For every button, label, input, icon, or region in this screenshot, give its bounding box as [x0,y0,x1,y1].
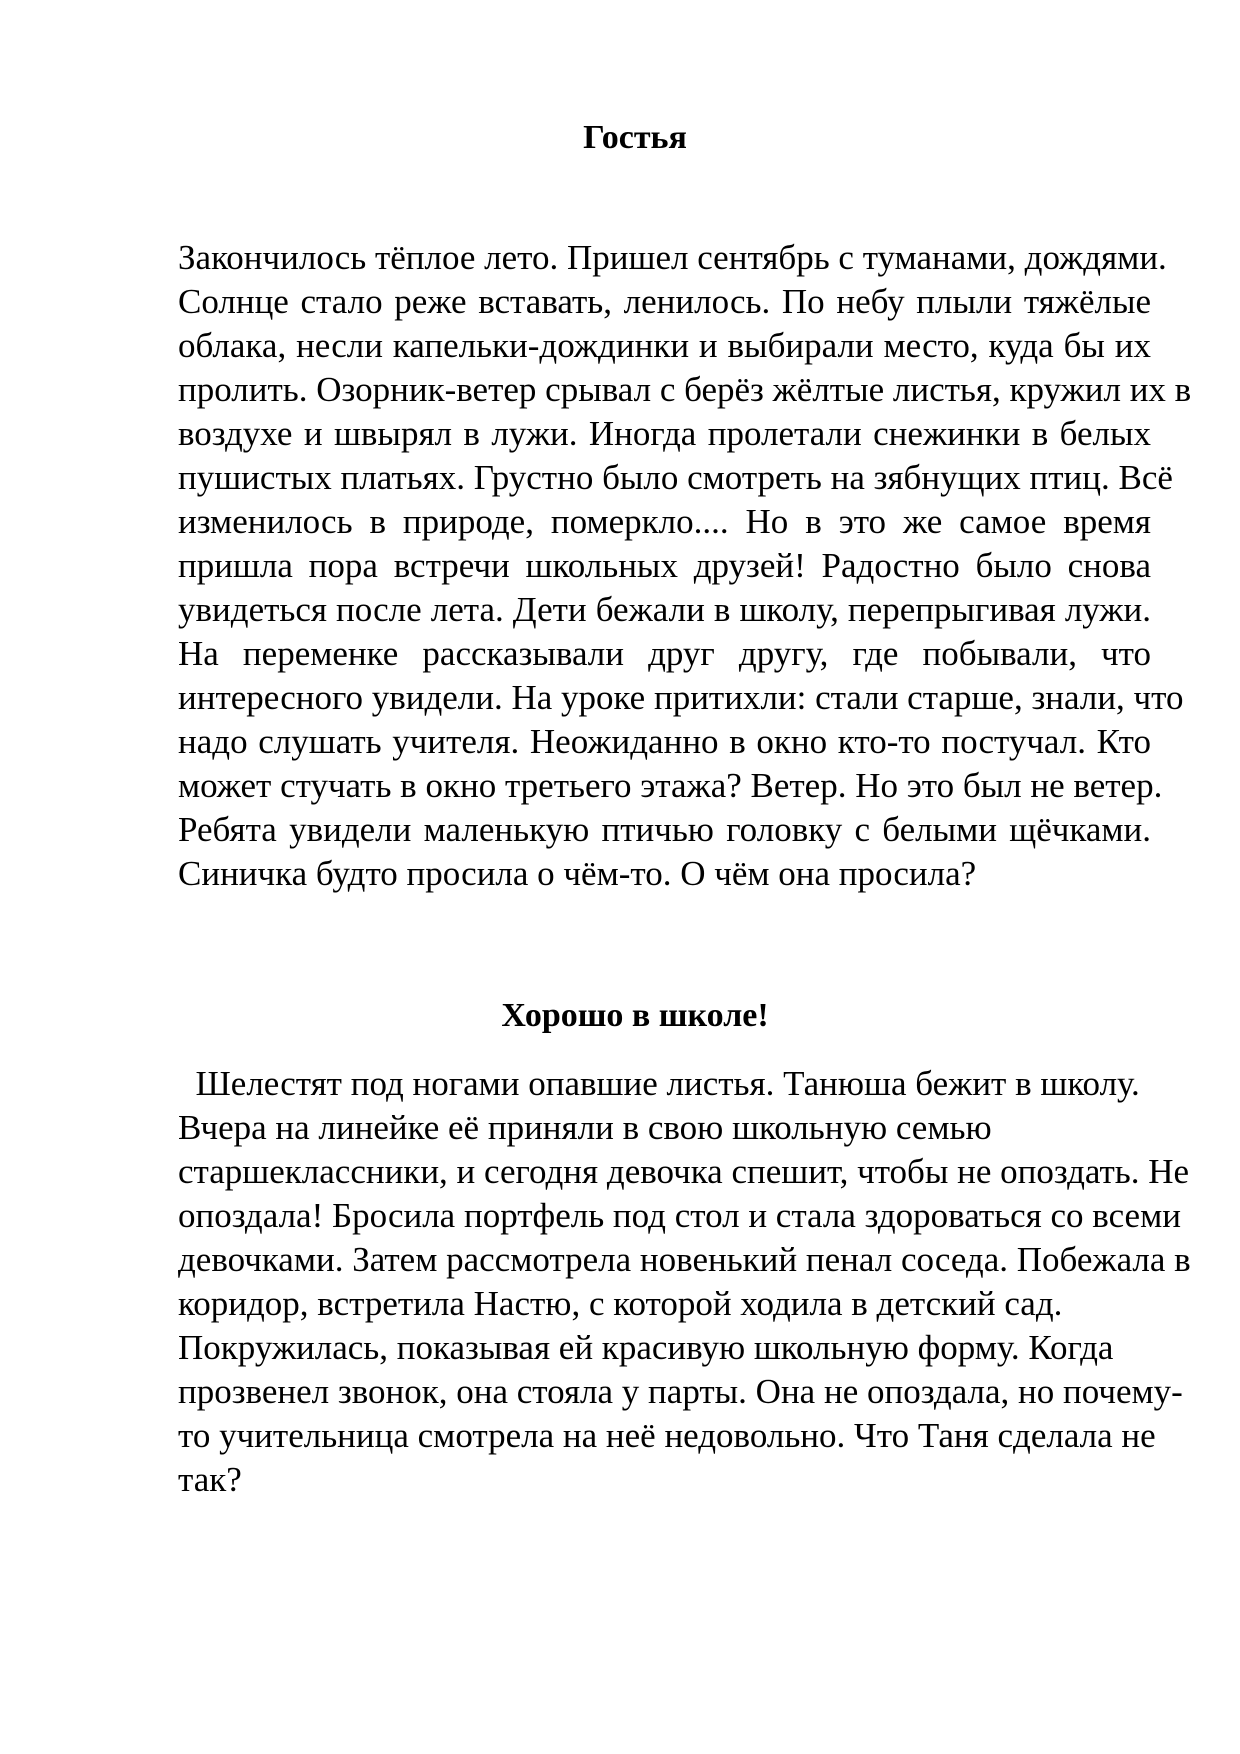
story-title-guest: Гостья [583,119,687,156]
story-title-good-at-school: Хорошо в школе! [501,997,769,1034]
text-line: облака, несли капельки-дождинки и выбирали место, куда бы их [178,326,1151,365]
text-line: пушистых платьях. Грустно было смотреть на зябнущих птиц. Всё [178,458,1173,497]
text-line: то учительница смотрела на неё недовольно. Что Таня сделала не [178,1416,1156,1455]
text-line: девочками. Затем рассмотрела новенький пенал соседа. Побежала в [178,1240,1191,1279]
text-line: Солнце стало реже вставать, ленилось. По небу плыли тяжёлые [178,282,1151,321]
text-line: Ребята увидели маленькую птичью головку с белыми щёчками. [178,810,1151,849]
text-line: изменилось в природе, померкло.... Но в это же самое время [178,502,1151,541]
text-line: надо слушать учителя. Неожиданно в окно кто-то постучал. Кто [178,722,1151,761]
text-line: интересного увидели. На уроке притихли: стали старше, знали, что [178,678,1184,717]
text-line: может стучать в окно третьего этажа? Ветер. Но это был не ветер. [178,766,1163,805]
text-line: увидеться после лета. Дети бежали в школу, перепрыгивая лужи. [178,590,1151,629]
text-line: Вчера на линейке её приняли в свою школьную семью [178,1108,992,1147]
text-line: опоздала! Бросила портфель под стол и стала здороваться со всеми [178,1196,1181,1235]
text-line: Шелестят под ногами опавшие листья. Танюша бежит в школу. [178,1064,1140,1103]
text-line: прозвенел звонок, она стояла у парты. Она не опоздала, но почему- [178,1372,1183,1411]
text-line: коридор, встретила Настю, с которой ходила в детский сад. [178,1284,1063,1323]
text-line: Покружилась, показывая ей красивую школьную форму. Когда [178,1328,1114,1367]
text-line: пришла пора встречи школьных друзей! Радостно было снова [178,546,1151,585]
text-line: воздухе и швырял в лужи. Иногда пролетали снежинки в белых [178,414,1151,453]
text-line: Закончилось тёплое лето. Пришел сентябрь с туманами, дождями. [178,238,1167,277]
text-line: пролить. Озорник-ветер срывал с берёз жёлтые листья, кружил их в [178,370,1192,409]
text-line: На переменке рассказывали друг другу, где побывали, что [178,634,1151,673]
text-line: так? [178,1460,242,1499]
text-line: Синичка будто просила о чём-то. О чём она просила? [178,854,977,893]
text-line: старшеклассники, и сегодня девочка спешит, чтобы не опоздать. Не [178,1152,1190,1191]
